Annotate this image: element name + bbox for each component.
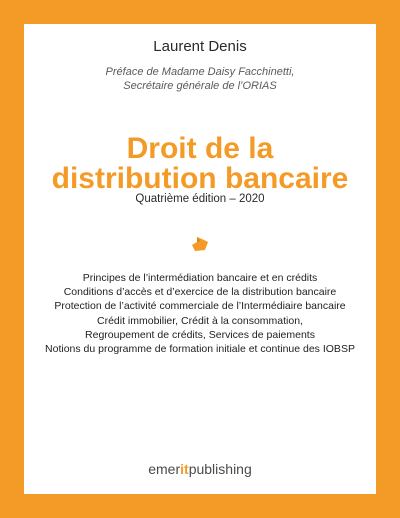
topic-item: Crédit immobilier, Crédit à la consommation, [97, 314, 303, 327]
author-name: Laurent Denis [153, 38, 247, 55]
orange-leaf-ornament-icon [191, 236, 209, 252]
book-title [24, 134, 376, 194]
topic-item: Principes de l’intermédiation bancaire et en crédits [82, 272, 318, 284]
edition-label: Quatrième édition – 2020 [135, 193, 265, 205]
preface-credit [24, 65, 376, 93]
preface-line: Préface de Madame Daisy Facchinetti, [105, 66, 295, 78]
topic-item: Regroupement de crédits, Services de paiements [85, 328, 315, 341]
cover-panel [24, 24, 376, 494]
title-line: distribution bancaire [51, 162, 349, 195]
topics-list [24, 271, 376, 356]
topic-item: Protection de l’activité commerciale de l’Intermédiaire bancaire [54, 300, 346, 313]
publisher-name-part: emer [148, 461, 181, 477]
publisher-logo [24, 461, 376, 477]
publisher-name-part: publishing [188, 461, 252, 477]
preface-line: Secrétaire générale de l’ORIAS [123, 80, 277, 92]
topic-item: Notions du programme de formation initiale et continue des IOBSP [45, 343, 355, 356]
publisher-name-accent: it [180, 461, 189, 477]
topic-item: Conditions d’accès et d’exercice de la distribution bancaire [63, 286, 337, 299]
title-line: Droit de la [126, 132, 274, 165]
